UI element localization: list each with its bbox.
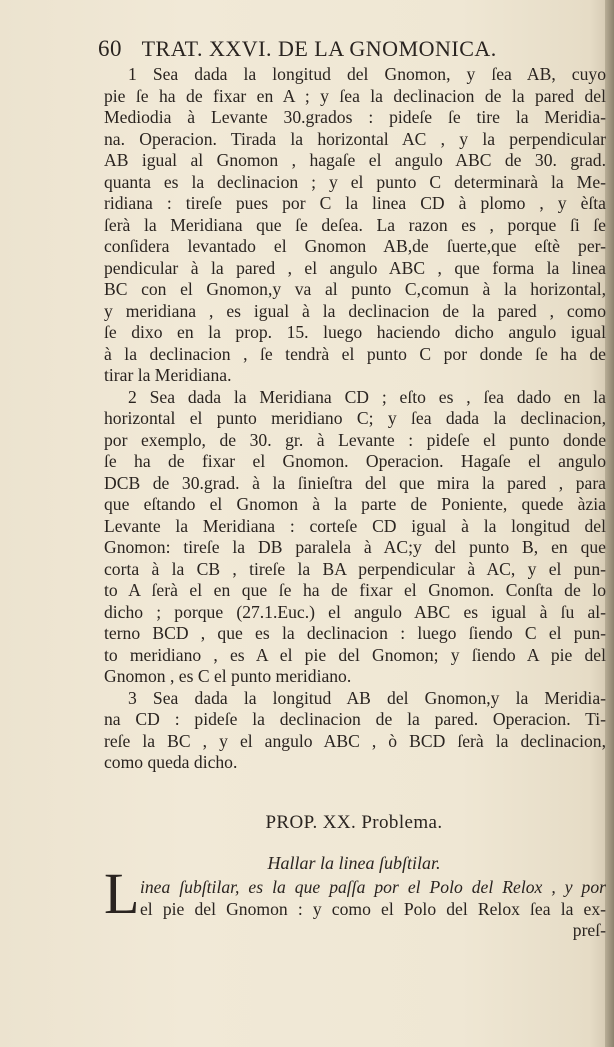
text-line: horizontal el punto meridiano C; y ſea dada la declinacion, [104,408,606,428]
text-line: por exemplo, de 30. gr. à Levante : pideſe el punto donde [104,429,606,450]
prop-subtitle: Hallar la linea ſubſtilar. [267,853,441,873]
text-line: 1 Sea dada la longitud del Gnomon, y ſea AB, cuyo [128,64,606,84]
text-line: to A ſerà el en que ſe ha de fixar el Gnomon. Conſta de lo [104,580,606,600]
text-line: ſerà la Meridiana que ſe deſea. La razon es , porque ſi ſe [104,214,606,235]
text-line: quanta es la declinacion ; y el punto C determinarà la Me- [104,171,606,192]
text-line: na. Operacion. Tirada la horizontal AC , y la perpendicular [104,128,606,149]
text-line: terno BCD , que es la declinacion : luego ſiendo C el pun- [104,623,606,643]
definition-line: el pie del Gnomon : y como el Polo del Relox ſea la ex- [140,898,606,919]
text-line: corta à la CB , tireſe la BA perpendicular à AC, y el pun- [104,558,606,579]
text-line: to meridiano , es A el pie del Gnomon; y ſiendo A pie del [104,644,606,665]
text-line: conſidera levantado el Gnomon AB,de ſuerte,que eſtè per- [104,236,606,256]
text-line: 2 Sea dada la Meridiana CD ; eſto es , ſea dado en la [128,386,606,407]
catchword: preſ- [572,920,606,940]
definition-line: inea ſubſtilar, es la que paſſa por el Polo del Relox , y por [140,877,606,897]
header-title: TRAT. XXVI. DE LA GNOMONICA. [141,36,497,61]
text-line: ridiana : tireſe pues por C la linea CD à plomo , y èſta [104,193,606,213]
text-line: Gnomon: tireſe la DB paralela à AC;y del punto B, en que [104,537,606,557]
text-line: à la declinacion , ſe tendrà el punto C por donde ſe ha de [104,343,606,364]
text-line: BC con el Gnomon,y va al punto C,comun à la horizontal, [104,279,606,299]
body-text [104,64,606,774]
prop-title: PROP. XX. Problema. [265,812,443,833]
text-line: na CD : pideſe la declinacion de la pared. Operacion. Ti- [104,709,606,729]
text-line: 3 Sea dada la longitud AB del Gnomon,y la Meridia- [128,687,606,708]
page-edge [605,0,614,1047]
text-line: pie ſe ha de fixar en A ; y ſea la declinacion de la pared del [104,85,606,106]
page-number: 60 [98,36,122,61]
text-line: que eſtando el Gnomon à la parte de Poniente, quede àzia [104,494,606,514]
text-line: como queda dicho. [104,752,238,772]
text-line: tirar la Meridiana. [104,365,232,385]
definition-text [140,876,606,919]
text-line: y meridiana , es igual à la declinacion de la pared , como [104,300,606,321]
text-line: ſe ha de fixar el Gnomon. Operacion. Hagaſe el angulo [104,451,606,471]
text-line: Gnomon , es C el punto meridiano. [104,666,352,686]
text-line: ſe dixo en la prop. 15. luego haciendo dicho angulo igual [104,322,606,342]
text-line: pendicular à la pared , el angulo ABC , que forma la linea [104,257,606,278]
text-line: DCB de 30.grad. à la ſinieſtra del que mira la pared , para [104,472,606,493]
drop-cap: L [104,861,140,926]
text-line: reſe la BC , y el angulo ABC , ò BCD ſerà la declinacion, [104,730,606,751]
text-line: dicho ; porque (27.1.Euc.) el angulo ABC es igual à ſu al- [104,601,606,622]
text-line: Mediodia à Levante 30.grados : pideſe ſe tire la Meridia- [104,107,606,127]
text-line: Levante la Meridiana : corteſe CD igual à la longitud del [104,515,606,536]
text-line: AB igual al Gnomon , hagaſe el angulo ABC de 30. grad. [104,150,606,170]
